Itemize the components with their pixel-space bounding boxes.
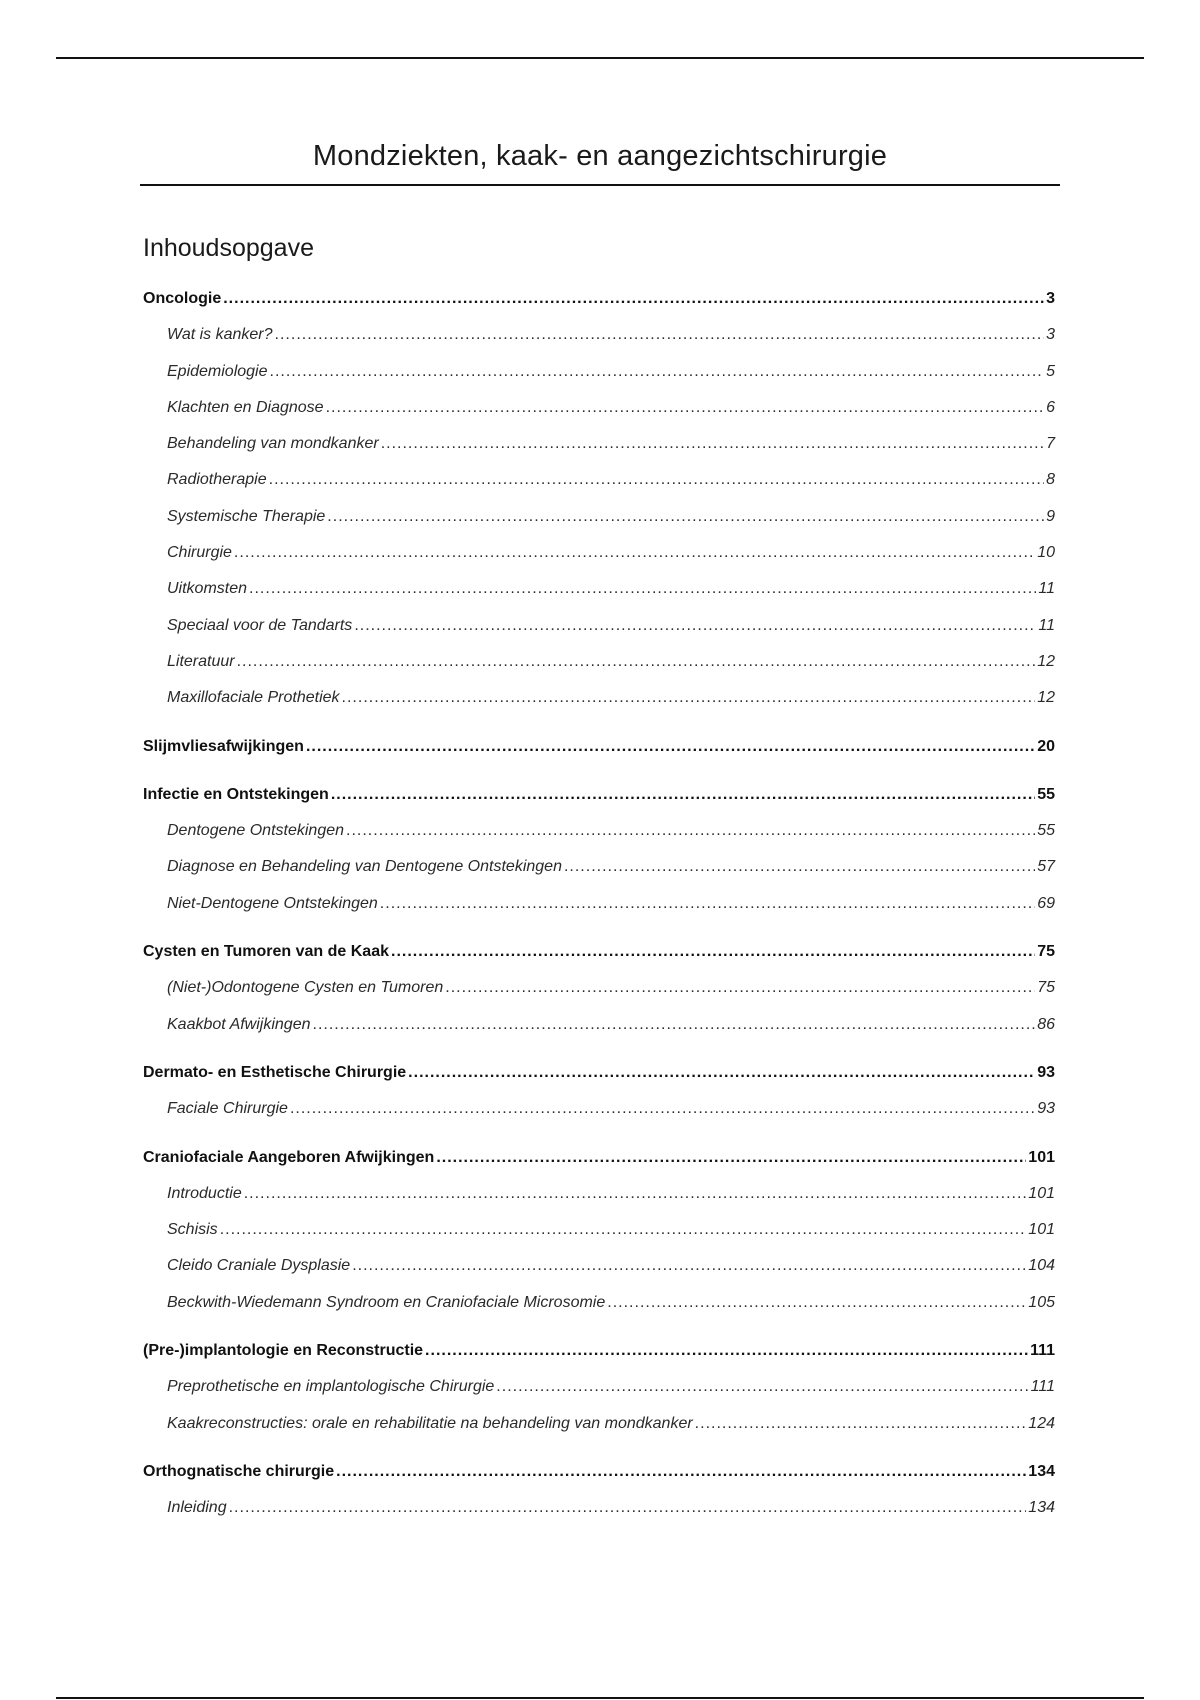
toc-dot-leader <box>275 326 1045 344</box>
toc-entry-label: Literatuur <box>167 652 235 670</box>
toc-section-entry[interactable] <box>143 689 1055 725</box>
table-of-contents <box>143 290 1055 1536</box>
toc-entry-label: Chirurgie <box>167 544 232 562</box>
toc-entry-label: Faciale Chirurgie <box>167 1100 288 1118</box>
toc-entry-page-number: 134 <box>1028 1499 1055 1517</box>
toc-dot-leader <box>436 1149 1026 1167</box>
toc-entry-label: Craniofaciale Aangeboren Afwijkingen <box>143 1148 435 1166</box>
toc-dot-leader <box>425 1342 1028 1360</box>
toc-entry-page-number: 55 <box>1037 822 1055 840</box>
toc-dot-leader <box>336 1463 1026 1481</box>
toc-entry-page-number: 101 <box>1028 1184 1055 1202</box>
toc-section-entry[interactable] <box>143 1294 1055 1330</box>
page-bottom-rule <box>56 1697 1144 1699</box>
toc-entry-label: Inleiding <box>167 1499 227 1517</box>
toc-entry-page-number: 105 <box>1028 1293 1055 1311</box>
toc-chapter-entry[interactable] <box>143 786 1055 822</box>
toc-entry-label: Schisis <box>167 1221 218 1239</box>
toc-entry-page-number: 134 <box>1028 1462 1055 1480</box>
toc-section-entry[interactable] <box>143 858 1055 894</box>
toc-section-entry[interactable] <box>143 617 1055 653</box>
toc-entry-page-number: 20 <box>1037 737 1055 755</box>
toc-entry-page-number: 111 <box>1030 1378 1055 1396</box>
toc-entry-page-number: 3 <box>1046 290 1055 307</box>
toc-entry-page-number: 12 <box>1037 689 1055 707</box>
toc-entry-page-number: 10 <box>1037 544 1055 562</box>
toc-dot-leader <box>381 435 1044 453</box>
toc-dot-leader <box>346 822 1035 840</box>
toc-entry-page-number: 75 <box>1037 943 1055 961</box>
toc-entry-label: Slijmvliesafwijkingen <box>143 737 304 755</box>
toc-chapter-entry[interactable] <box>143 1342 1055 1378</box>
toc-entry-label: Wat is kanker? <box>167 326 273 344</box>
toc-entry-page-number: 111 <box>1030 1342 1055 1360</box>
toc-dot-leader <box>352 1257 1026 1275</box>
toc-entry-page-number: 104 <box>1028 1257 1055 1275</box>
toc-entry-page-number: 101 <box>1028 1148 1055 1166</box>
toc-entry-label: Speciaal voor de Tandarts <box>167 616 353 634</box>
toc-entry-label: Kaakreconstructies: orale en rehabilitatie na behandeling van mondkanker <box>167 1414 693 1432</box>
toc-section-entry[interactable] <box>143 1257 1055 1293</box>
toc-entry-label: Kaakbot Afwijkingen <box>167 1015 311 1033</box>
toc-section-entry[interactable] <box>143 399 1055 435</box>
toc-entry-page-number: 11 <box>1038 580 1055 598</box>
toc-entry-label: Niet-Dentogene Ontstekingen <box>167 894 378 912</box>
toc-entry-page-number: 7 <box>1046 435 1055 453</box>
toc-section-entry[interactable] <box>143 544 1055 580</box>
toc-entry-label: Uitkomsten <box>167 580 248 598</box>
toc-dot-leader <box>445 979 1035 997</box>
toc-dot-leader <box>408 1064 1035 1082</box>
toc-entry-page-number: 3 <box>1046 326 1055 344</box>
toc-dot-leader <box>342 689 1036 707</box>
toc-dot-leader <box>607 1294 1026 1312</box>
toc-chapter-entry[interactable] <box>143 1463 1055 1499</box>
toc-entry-page-number: 12 <box>1037 652 1055 670</box>
toc-section-entry[interactable] <box>143 363 1055 399</box>
toc-dot-leader <box>270 363 1045 381</box>
toc-entry-label: Dentogene Ontstekingen <box>167 822 345 840</box>
toc-entry-page-number: 75 <box>1037 979 1055 997</box>
toc-section-entry[interactable] <box>143 580 1055 616</box>
toc-dot-leader <box>269 471 1044 489</box>
toc-dot-leader <box>244 1185 1027 1203</box>
toc-entry-page-number: 69 <box>1037 894 1055 912</box>
toc-dot-leader <box>327 508 1044 526</box>
toc-section-entry[interactable] <box>143 1100 1055 1136</box>
toc-dot-leader <box>380 895 1035 913</box>
toc-section-entry[interactable] <box>143 1378 1055 1414</box>
toc-entry-page-number: 86 <box>1037 1015 1055 1033</box>
toc-entry-label: Klachten en Diagnose <box>167 398 324 416</box>
toc-entry-page-number: 5 <box>1046 362 1055 380</box>
toc-heading: Inhoudsopgave <box>143 234 314 262</box>
title-underline <box>140 184 1060 186</box>
toc-dot-leader <box>229 1499 1027 1517</box>
toc-entry-label: Orthognatische chirurgie <box>143 1462 335 1480</box>
toc-dot-leader <box>249 580 1036 598</box>
toc-section-entry[interactable] <box>143 1221 1055 1257</box>
toc-entry-label: Dermato- en Esthetische Chirurgie <box>143 1063 407 1081</box>
toc-entry-label: Epidemiologie <box>167 362 268 380</box>
toc-chapter-entry[interactable] <box>143 738 1055 774</box>
toc-section-entry[interactable] <box>143 822 1055 858</box>
toc-dot-leader <box>223 290 1044 308</box>
toc-entry-label: Infectie en Ontstekingen <box>143 785 329 803</box>
toc-dot-leader <box>496 1378 1028 1396</box>
toc-entry-page-number: 93 <box>1037 1063 1055 1081</box>
page-top-rule <box>56 57 1144 59</box>
toc-dot-leader <box>220 1221 1027 1239</box>
toc-entry-label: Behandeling van mondkanker <box>167 435 379 453</box>
toc-entry-page-number: 6 <box>1046 398 1055 416</box>
toc-chapter-entry[interactable] <box>143 1149 1055 1185</box>
toc-section-entry[interactable] <box>143 1499 1055 1535</box>
toc-section-entry[interactable] <box>143 653 1055 689</box>
toc-section-entry[interactable] <box>143 326 1055 362</box>
toc-dot-leader <box>234 544 1035 562</box>
toc-entry-page-number: 101 <box>1028 1221 1055 1239</box>
toc-entry-label: Beckwith-Wiedemann Syndroom en Craniofaciale Microsomie <box>167 1293 606 1311</box>
toc-section-entry[interactable] <box>143 1016 1055 1052</box>
toc-chapter-entry[interactable] <box>143 943 1055 979</box>
toc-dot-leader <box>290 1100 1035 1118</box>
toc-dot-leader <box>237 653 1036 671</box>
toc-section-entry[interactable] <box>143 435 1055 471</box>
toc-entry-label: (Pre-)implantologie en Reconstructie <box>143 1342 424 1360</box>
toc-dot-leader <box>313 1016 1036 1034</box>
toc-entry-page-number: 11 <box>1038 616 1055 634</box>
toc-entry-label: Maxillofaciale Prothetiek <box>167 689 340 707</box>
toc-entry-label: Preprothetische en implantologische Chirurgie <box>167 1378 495 1396</box>
toc-section-entry[interactable] <box>143 508 1055 544</box>
toc-section-entry[interactable] <box>143 895 1055 931</box>
toc-entry-label: Systemische Therapie <box>167 507 326 525</box>
toc-entry-page-number: 57 <box>1037 858 1055 876</box>
toc-section-entry[interactable] <box>143 979 1055 1015</box>
toc-entry-label: Radiotherapie <box>167 471 267 489</box>
toc-section-entry[interactable] <box>143 1185 1055 1221</box>
toc-entry-label: Diagnose en Behandeling van Dentogene Ontstekingen <box>167 858 562 876</box>
toc-entry-page-number: 9 <box>1046 507 1055 525</box>
document-title: Mondziekten, kaak- en aangezichtschirurgie <box>312 140 888 172</box>
toc-section-entry[interactable] <box>143 471 1055 507</box>
toc-chapter-entry[interactable] <box>143 290 1055 326</box>
toc-dot-leader <box>306 738 1035 756</box>
toc-dot-leader <box>695 1415 1027 1433</box>
toc-entry-page-number: 93 <box>1037 1100 1055 1118</box>
toc-dot-leader <box>391 943 1035 961</box>
toc-entry-label: Cleido Craniale Dysplasie <box>167 1257 351 1275</box>
toc-entry-page-number: 8 <box>1046 471 1055 489</box>
toc-entry-label: (Niet-)Odontogene Cysten en Tumoren <box>167 979 444 997</box>
toc-dot-leader <box>354 617 1036 635</box>
toc-entry-label: Oncologie <box>143 290 222 307</box>
toc-entry-page-number: 55 <box>1037 785 1055 803</box>
toc-chapter-entry[interactable] <box>143 1064 1055 1100</box>
toc-entry-label: Introductie <box>167 1184 242 1202</box>
toc-entry-label: Cysten en Tumoren van de Kaak <box>143 943 389 961</box>
toc-dot-leader <box>331 786 1035 804</box>
toc-entry-page-number: 124 <box>1028 1414 1055 1432</box>
toc-dot-leader <box>564 858 1035 876</box>
toc-dot-leader <box>326 399 1045 417</box>
toc-section-entry[interactable] <box>143 1415 1055 1451</box>
